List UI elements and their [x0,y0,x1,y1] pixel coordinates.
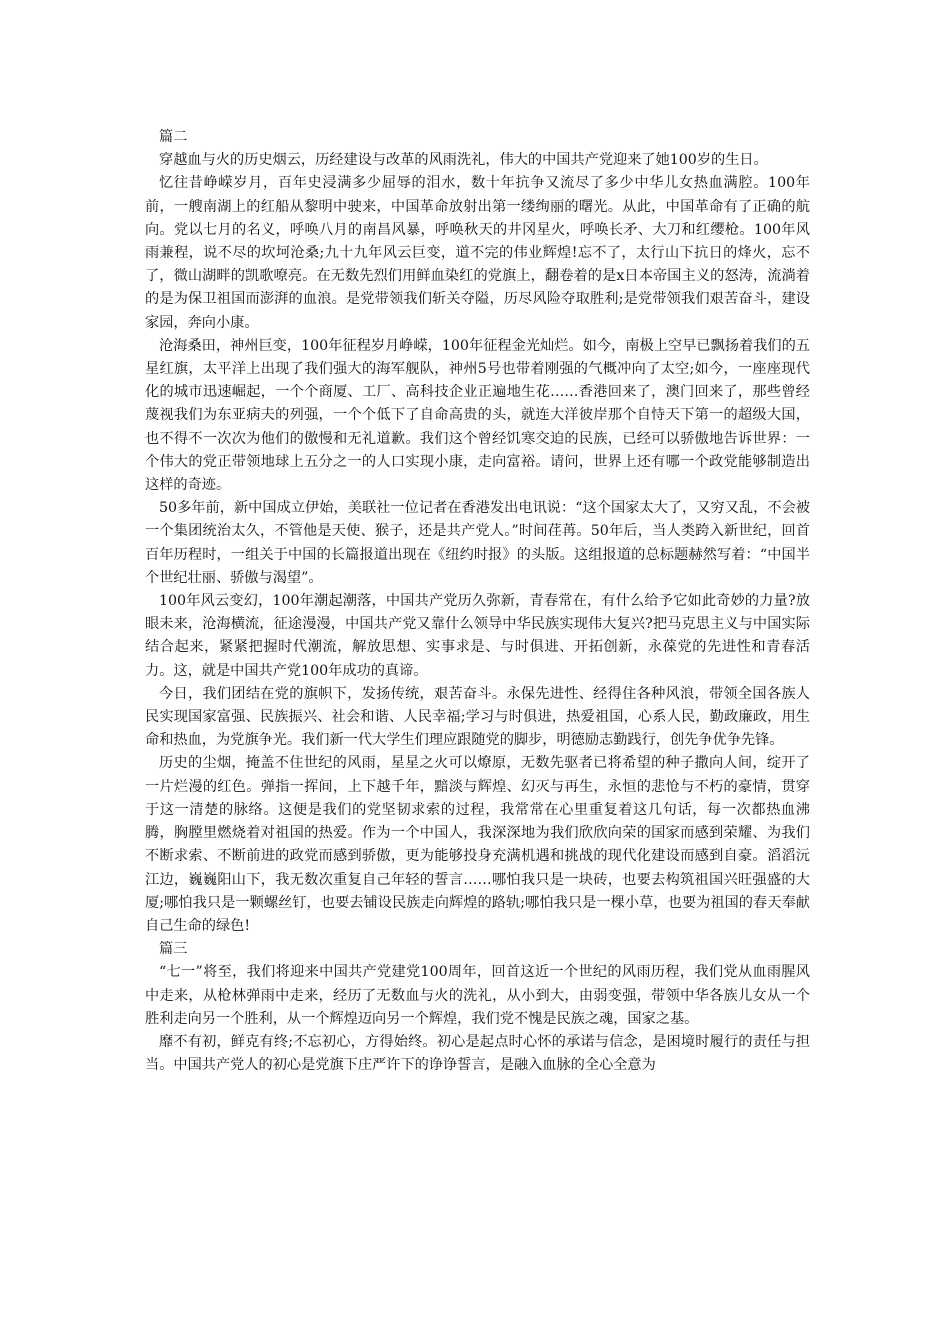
paragraph: 穿越血与火的历史烟云，历经建设与改革的风雨洗礼，伟大的中国共产党迎来了她100岁的生日。 [159,152,768,169]
paragraph: 沧海桑田，神州巨变，100年征程岁月峥嵘，100年征程金光灿烂。如今，南极上空早已飘扬着我们的五星红旗，太平洋上出现了我们强大的海军舰队，神州5号也带着刚强的气概冲向了太空;如今，一座座现代化的城市迅速崛起，一个个商厦、工厂、高科技企业正遍地生花……香港回来了，澳门回来了，那些曾经蔑视我们为东亚病夫的列强，一个个低下了自命高贵的头，就连大洋彼岸那个自恃天下第一的超级大国，也不得不一次次为他们的傲慢和无礼道歉。我们这个曾经饥寒交迫的民族，已经可以骄傲地告诉世界：一个伟大的党正带领地球上五分之一的人口实现小康，走向富裕。请问，世界上还有哪一个政党能够制造出这样的奇迹。 [145,337,810,494]
paragraph: 忆往昔峥嵘岁月，百年史浸满多少屈辱的泪水，数十年抗争又流尽了多少中华儿女热血满腔。100年前，一艘南湖上的红船从黎明中驶来，中国革命放射出第一缕绚丽的曙光。从此，中国革命有了正确的航向。党以七月的名义，呼唤八月的南昌风暴，呼唤秋天的井冈星火，呼唤长矛、大刀和红缨枪。100年风雨兼程，说不尽的坎坷沧桑;九十九年风云巨变，道不完的伟业辉煌!忘不了，太行山下抗日的烽火，忘不了，微山湖畔的凯歌嘹亮。在无数先烈们用鲜血染红的党旗上，翻卷着的是x日本帝国主义的怒涛，流淌着的是为保卫祖国而澎湃的血浪。是党带领我们斩关夺隘，历尽风险夺取胜利;是党带领我们艰苦奋斗，建设家园，奔向小康。 [145,175,810,331]
paragraph: 50多年前，新中国成立伊始，美联社一位记者在香港发出电讯说：“这个国家太大了，又穷又乱，不会被一个集团统治太久，不管他是天使、猴子，还是共产党人。”时间荏苒。50年后，当人类跨入新世纪，回首百年历程时，一组关于中国的长篇报道出现在《纽约时报》的头版。这组报道的总标题赫然写着：“中国半个世纪壮丽、骄傲与渴望”。 [145,500,810,586]
paragraph: 靡不有初，鲜克有终;不忘初心，方得始终。初心是起点时心怀的承诺与信念，是困境时履行的责任与担当。中国共产党人的初心是党旗下庄严许下的诤诤誓言，是融入血脉的全心全意为 [145,1033,810,1074]
section-heading-2: 篇二 [159,129,188,145]
section-heading-3: 篇三 [159,941,188,958]
paragraph: “七一”将至，我们将迎来中国共产党建党100周年，回首这近一个世纪的风雨历程，我们党从血雨腥风中走来，从枪林弹雨中走来，经历了无数血与火的洗礼，从小到大，由弱变强，带领中华各族儿女从一个胜利走向另一个胜利，从一个辉煌迈向另一个辉煌，我们党不愧是民族之魂，国家之基。 [145,964,810,1027]
document-body [145,126,810,1077]
paragraph: 今日，我们团结在党的旗帜下，发扬传统，艰苦奋斗。永保先进性、经得住各种风浪，带领全国各族人民实现国家富强、民族振兴、社会和谐、人民幸福;学习与时俱进，热爱祖国，心系人民，勤政廉政，用生命和热血，为党旗争光。我们新一代大学生们理应跟随党的脚步，明德励志勤践行，创先争优争先锋。 [145,685,810,749]
paragraph: 100年风云变幻，100年潮起潮落，中国共产党历久弥新，青春常在，有什么给予它如此奇妙的力量?放眼未来，沧海横流，征途漫漫，中国共产党又靠什么领导中华民族实现伟大复兴?把马克思主义与中国实际结合起来，紧紧把握时代潮流，解放思想、实事求是、与时俱进、开拓创新，永葆党的先进性和青春活力。这，就是中国共产党100年成功的真谛。 [145,593,810,679]
paragraph: 历史的尘烟，掩盖不住世纪的风雨，星星之火可以燎原，无数先驱者已将希望的种子撒向人间，绽开了一片烂漫的红色。弹指一挥间，上下越千年，黯淡与辉煌、幻灭与再生，永恒的悲怆与不朽的豪情，贯穿于这一清楚的脉络。这便是我们的党坚韧求索的过程，我常常在心里重复着这几句话，每一次都热血沸腾，胸膛里燃烧着对祖国的热爱。作为一个中国人，我深深地为我们欣欣向荣的国家而感到荣耀、为我们不断求索、不断前进的政党而感到骄傲，更为能够投身充满机遇和挑战的现代化建设而感到自豪。滔滔沅江边，巍巍阳山下，我无数次重复自己年轻的誓言……哪怕我只是一块砖，也要去构筑祖国兴旺强盛的大厦;哪怕我只是一颗螺丝钉，也要去铺设民族走向辉煌的路轨;哪怕我只是一棵小草，也要为祖国的春天奉献自己生命的绿色! [145,755,810,934]
